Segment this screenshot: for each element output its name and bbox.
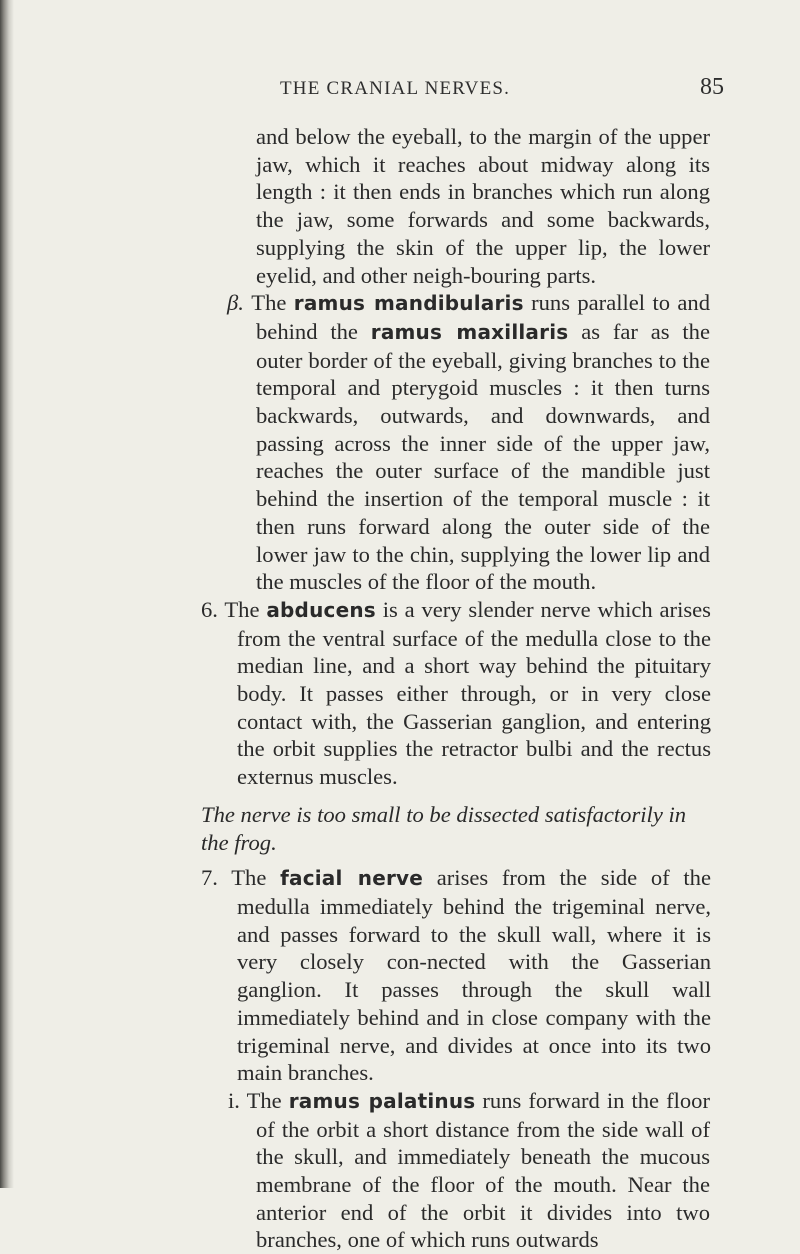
- term-facial-nerve: facial nerve: [280, 866, 424, 891]
- term-ramus-mandibularis: ramus mandibularis: [293, 291, 524, 316]
- dissection-note: The nerve is too small to be dissected satisfactorily in the frog.: [201, 801, 687, 855]
- term-abducens: abducens: [266, 597, 376, 622]
- paragraph-facial-nerve: 7. The facial nerve arises from the side of the medulla immediately behind the trigeminal nerve, and passes forward to the skull wall, where it is very closely con-nected with the Gasserian ganglion. It passes through the skull wall immediately behind and in close company with the trigeminal nerve, and divides at once into its two main branches.: [201, 865, 711, 1086]
- paragraph-ramus-palatinus: i. The ramus palatinus runs forward in the floor of the orbit a short distance from the side wall of the skull, and immediately beneath the mucous membrane of the floor of the mouth. Near the anterior end of the orbit it divides into two branches, one of which runs outwards: [228, 1087, 711, 1253]
- term-ramus-palatinus: ramus palatinus: [288, 1088, 476, 1113]
- item-marker: β.: [227, 290, 244, 316]
- running-title: THE CRANIAL NERVES.: [280, 78, 511, 99]
- paragraph-abducens: 6. The abducens is a very slender nerve which arises from the ventral surface of the medulla close to the median line, and a short way behind the pituitary body. It passes either through, or in very close contact with, the Gasserian ganglion, and entering the orbit supplies the retractor bulbi and the rectus externus muscles.: [201, 596, 711, 790]
- term-ramus-maxillaris: ramus maxillaris: [370, 319, 569, 344]
- paragraph-ramus-mandibularis: β. The ramus mandibularis runs parallel to and behind the ramus maxillaris as far as the outer border of the eyeball, giving branches to the temporal and pterygoid muscles : it then turns backwards, outwards, and downwards, and passing across the inner side of the upper jaw, reaches the outer surface of the mandible just behind the insertion of the temporal muscle : it then runs forward along the outer side of the lower jaw to the chin, supplying the lower lip and the muscles of the floor of the mouth.: [227, 290, 711, 595]
- page-number: 85: [700, 74, 724, 100]
- item-number: i.: [228, 1087, 240, 1113]
- item-number: 6.: [201, 596, 218, 622]
- body-text: [0, 123, 800, 1254]
- item-number: 7.: [201, 865, 218, 891]
- paragraph-continued: and below the eyeball, to the margin of the upper jaw, which it reaches about midway along its length : it then ends in branches which run along the jaw, some forwards and some backwards, supplying the skin of the upper lip, the lower eyelid, and other neigh-bouring parts.: [256, 124, 710, 288]
